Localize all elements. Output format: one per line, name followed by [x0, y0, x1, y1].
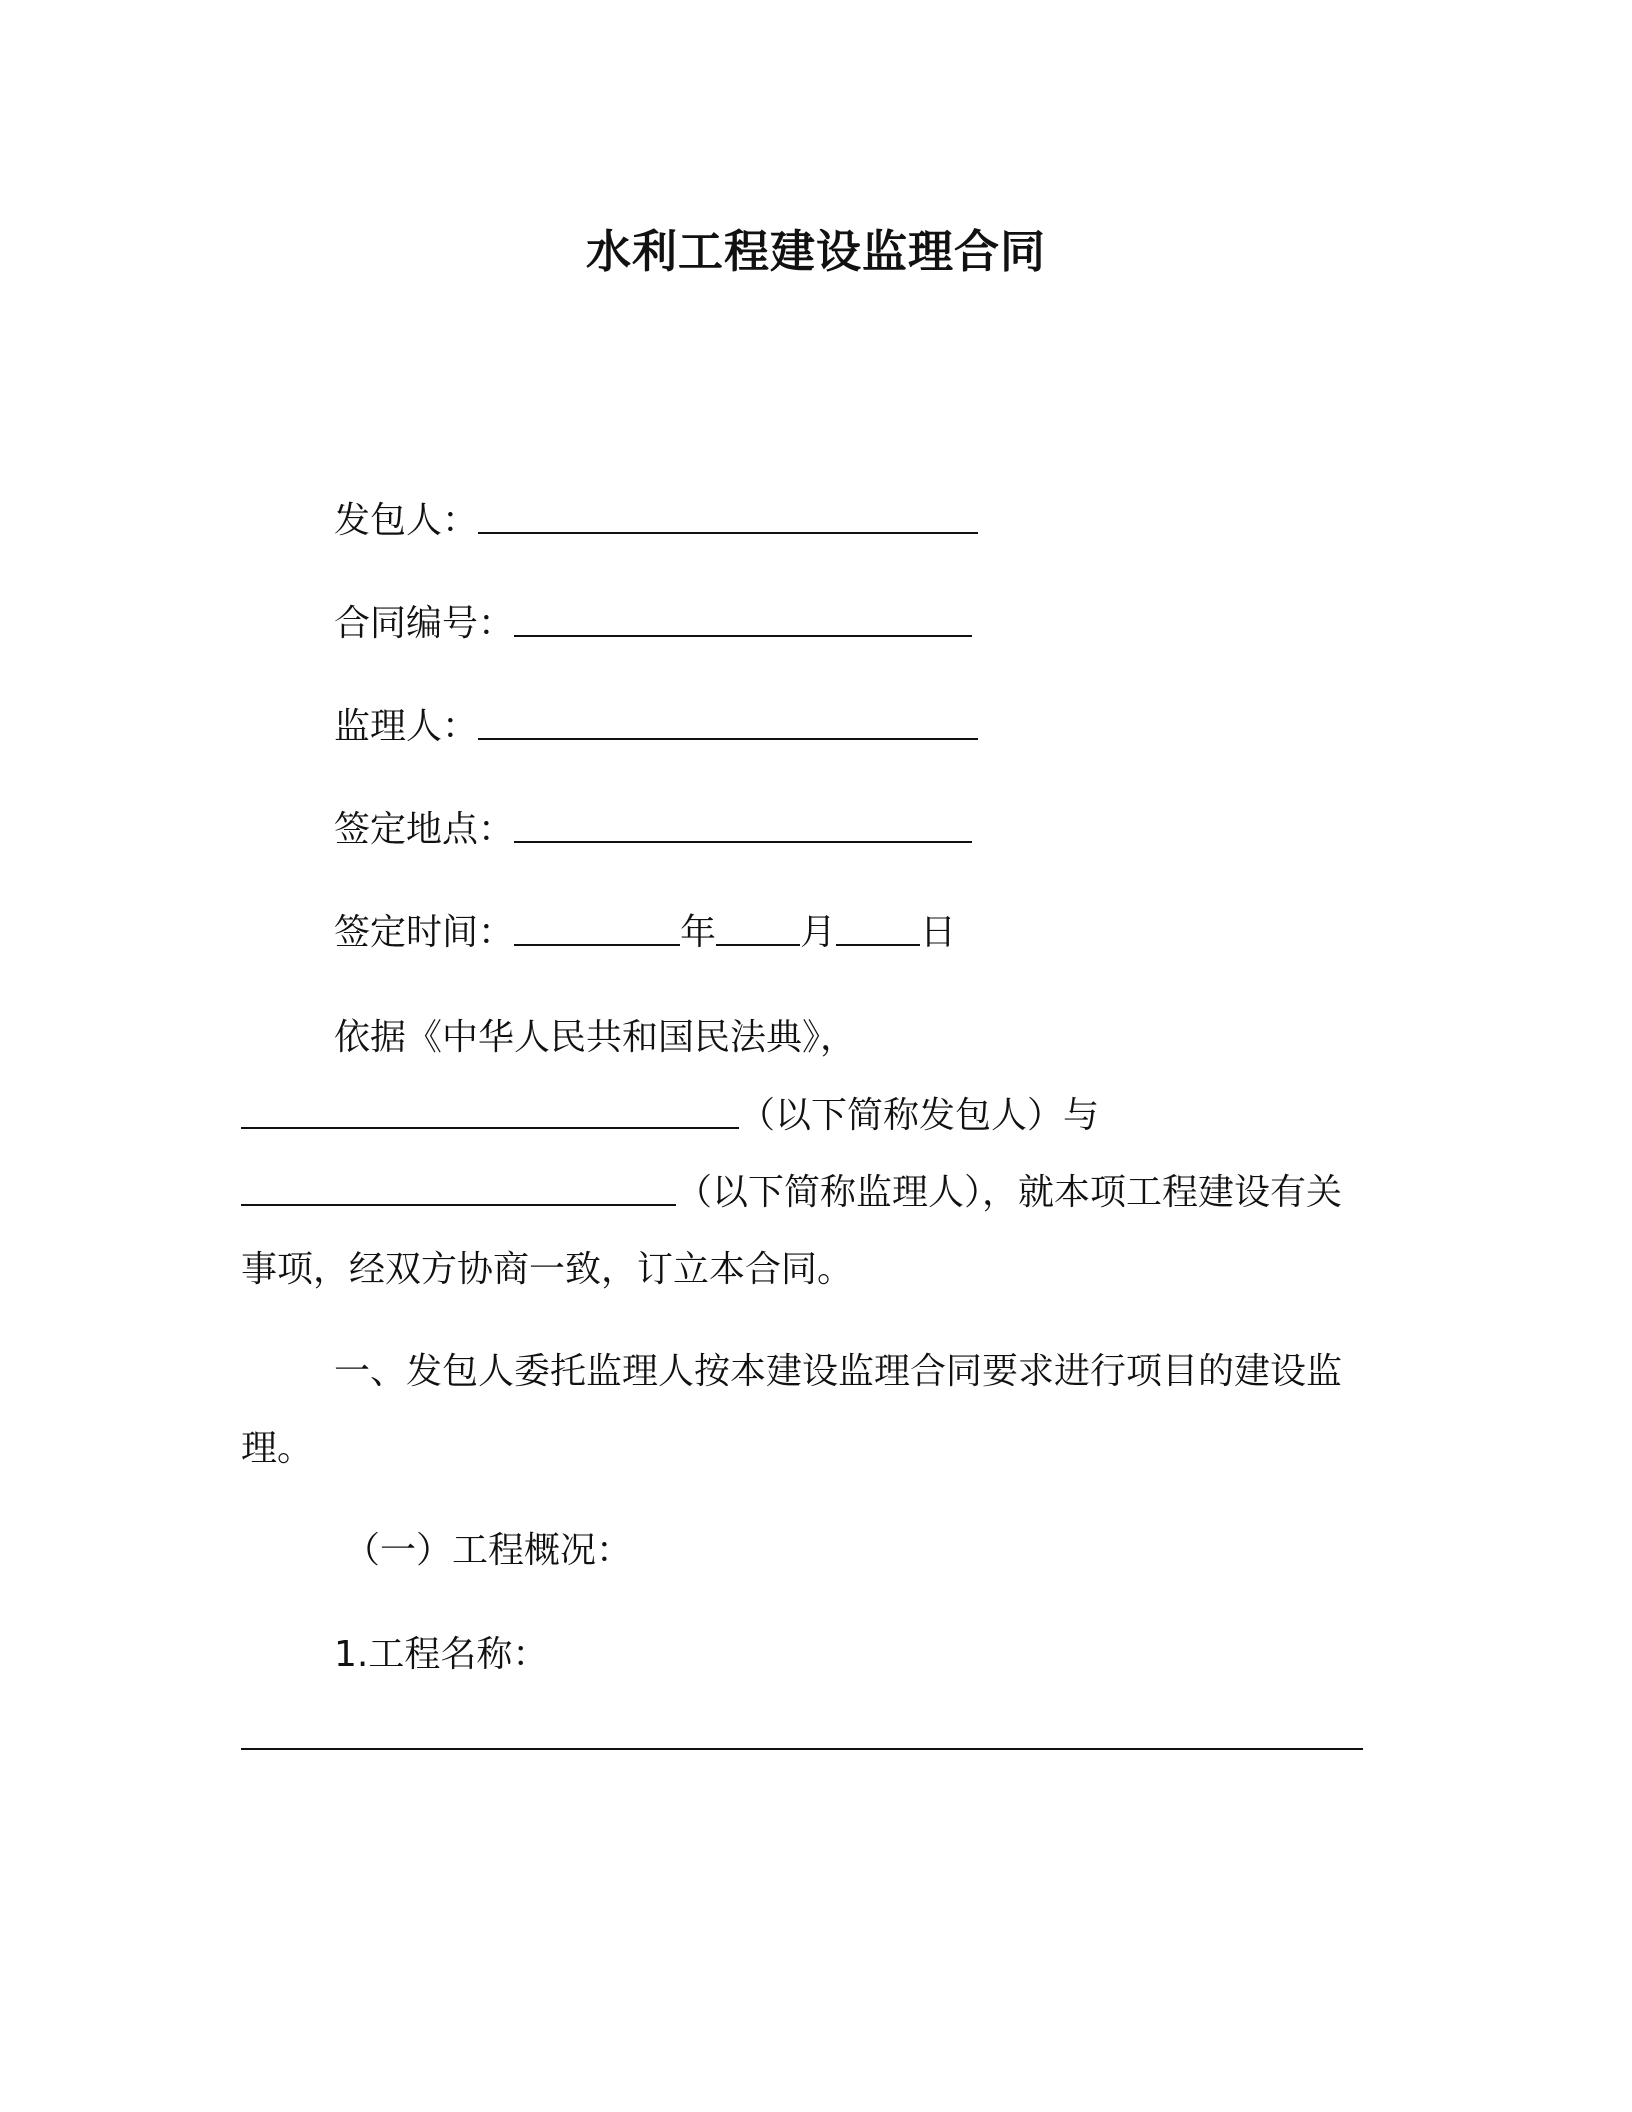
- contract-no-row: [334, 599, 972, 649]
- day-blank[interactable]: [836, 910, 920, 946]
- day-label: 日: [920, 912, 957, 953]
- signing-time-label: 签定时间：: [334, 912, 515, 953]
- section-1-line-1: 一、发包人委托监理人按本建设监理合同要求进行项目的建设监: [334, 1351, 1343, 1392]
- month-label: 月: [800, 912, 837, 953]
- preamble-line-3: [241, 1168, 1342, 1218]
- preamble-line-4: 事项，经双方协商一致，订立本合同。: [241, 1249, 854, 1290]
- contract-no-label: 合同编号：: [334, 603, 515, 644]
- contract-no-blank[interactable]: [514, 601, 972, 637]
- month-blank[interactable]: [716, 910, 800, 946]
- year-blank[interactable]: [514, 910, 680, 946]
- preamble-supervisor-suffix: （以下简称监理人），就本项工程建设有关: [676, 1172, 1343, 1213]
- employer-name-blank[interactable]: [241, 1093, 739, 1129]
- document-title: 水利工程建设监理合同: [585, 225, 1046, 278]
- project-name-blank[interactable]: [241, 1714, 1363, 1750]
- signing-place-row: [334, 805, 972, 855]
- preamble-line-1: 依据《中华人民共和国民法典》，: [334, 1017, 857, 1058]
- preamble-line-2: [241, 1091, 1099, 1141]
- section-1-line-2: 理。: [241, 1428, 314, 1469]
- employer-blank[interactable]: [478, 498, 978, 534]
- project-name-row: [241, 1712, 1363, 1762]
- signing-time-row: [334, 908, 956, 958]
- supervisor-row: [334, 702, 978, 752]
- employer-label: 发包人：: [334, 500, 479, 541]
- supervisor-label: 监理人：: [334, 706, 479, 747]
- signing-place-label: 签定地点：: [334, 809, 515, 850]
- employer-row: [334, 496, 978, 546]
- signing-place-blank[interactable]: [514, 807, 972, 843]
- project-name-label: 1.工程名称：: [334, 1634, 549, 1675]
- supervisor-name-blank[interactable]: [241, 1170, 676, 1206]
- year-label: 年: [680, 912, 717, 953]
- subsection-1-heading: （一）工程概况：: [344, 1530, 633, 1571]
- supervisor-blank[interactable]: [478, 704, 978, 740]
- preamble-employer-suffix: （以下简称发包人）与: [739, 1095, 1100, 1136]
